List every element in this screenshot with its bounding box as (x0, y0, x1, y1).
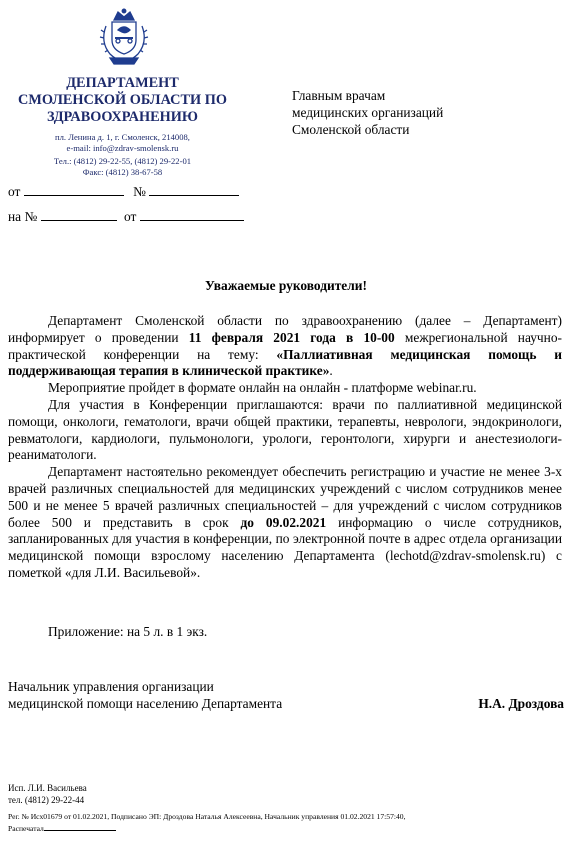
department-email: e-mail: info@zdrav-smolensk.ru (66, 142, 179, 153)
paragraph-1 (8, 313, 562, 380)
p4-text-b: информацию о числе сотрудников, запланированных для участия в конференции, по электронной почте в адрес отдела организации медицинской помощи взрослому населению Департамента (lechotd@zdrav-smolensk.ru) с пометкой «для Л.И. Васильевой». (8, 514, 562, 580)
paragraph-2: Мероприятие пройдет в формате онлайн на онлайн - платформе webinar.ru. (48, 380, 477, 396)
coat-of-arms-icon (96, 8, 152, 68)
executor-block (8, 783, 308, 806)
reg-from-label: от (8, 184, 21, 199)
department-fax: Факс: (4812) 38-67-58 (82, 166, 163, 177)
recipient-line3: Смоленской области (292, 121, 410, 137)
footer-block (8, 812, 568, 833)
footer-printed-label: Распечатал (8, 823, 44, 833)
department-title-line2: СМОЛЕНСКОЙ ОБЛАСТИ ПО (18, 92, 227, 108)
recipient-line2: медицинских организаций (292, 104, 444, 120)
signature-position (8, 679, 348, 713)
letter-body (8, 313, 562, 582)
p4-deadline: до 09.02.2021 (240, 514, 327, 530)
department-title-line1: ДЕПАРТАМЕНТ (66, 75, 179, 91)
attachment-line: Приложение: на 5 л. в 1 экз. (48, 624, 208, 639)
department-phone: Тел.: (4812) 29-22-55, (4812) 29-22-01 (53, 156, 192, 167)
reg-to-date-blank (140, 208, 244, 221)
reg-number-label: № (133, 184, 146, 199)
recipient-line1: Главным врачам (292, 88, 386, 103)
p1-text-a: Департамент Смоленской области по здравоохранению (далее – Департамент) информирует о проведении (8, 313, 562, 345)
p1-end: . (329, 363, 333, 379)
reg-number-blank (149, 183, 239, 196)
recipient-block (292, 88, 552, 138)
department-block (0, 75, 245, 177)
p1-date: 11 февраля 2021 года в 10-00 (188, 329, 395, 345)
department-address: пл. Ленина д. 1, г. Смоленск, 214008, (55, 132, 190, 142)
footer-registration: Рег. № Исх01679 от 01.02.2021, Подписано ЭП: Дроздова Наталья Алексеевна, Начальник управления 01.02.2021 17:57:40, (8, 812, 406, 821)
executor-name: Исп. Л.И. Васильева (8, 783, 87, 793)
p1-topic: «Паллиативная медицинская помощь и поддерживающая терапия в клинической практике» (8, 346, 562, 379)
signature-position-line1: Начальник управления организации (8, 679, 214, 694)
executor-phone: тел. (4812) 29-22-44 (8, 794, 85, 805)
reg-date-blank (24, 183, 124, 196)
p1-text-b: межрегиональной научно-практической конференции на тему: (8, 329, 562, 362)
greeting: Уважаемые руководители! (205, 278, 367, 293)
p4-text-a: Департамент настоятельно рекомендует обеспечить регистрацию и участие не менее 3-х врачей различных специальностей для медицинских учреждений с числом сотрудников менее 500 и не менее 5 врачей различных специальностей – для учреждений с числом сотрудников более 500 и представить в срок (8, 464, 562, 530)
department-title-line3: ЗДРАВООХРАНЕНИЮ (47, 109, 198, 125)
footer-printed-blank (44, 822, 116, 831)
registration-fields (8, 183, 248, 226)
signature-name: Н.А. Дроздова (478, 696, 564, 711)
paragraph-4 (8, 464, 562, 582)
signature-position-line2: медицинской помощи населению Департамента (8, 695, 283, 711)
reg-to-number-blank (41, 208, 117, 221)
reg-to-from-label: от (123, 208, 137, 224)
paragraph-3: Для участия в Конференции приглашаются: врачи по паллиативной медицинской помощи, онкологи, гематологи, врачи общей практики, терапевты, неврологи, эндокринологи, ревматологи, кардиологи, пульмонологи, урологи, геронтологи, хирурги и анестезиологи-реаниматологи. (8, 396, 562, 463)
reg-to-number-label: на № (8, 208, 38, 224)
